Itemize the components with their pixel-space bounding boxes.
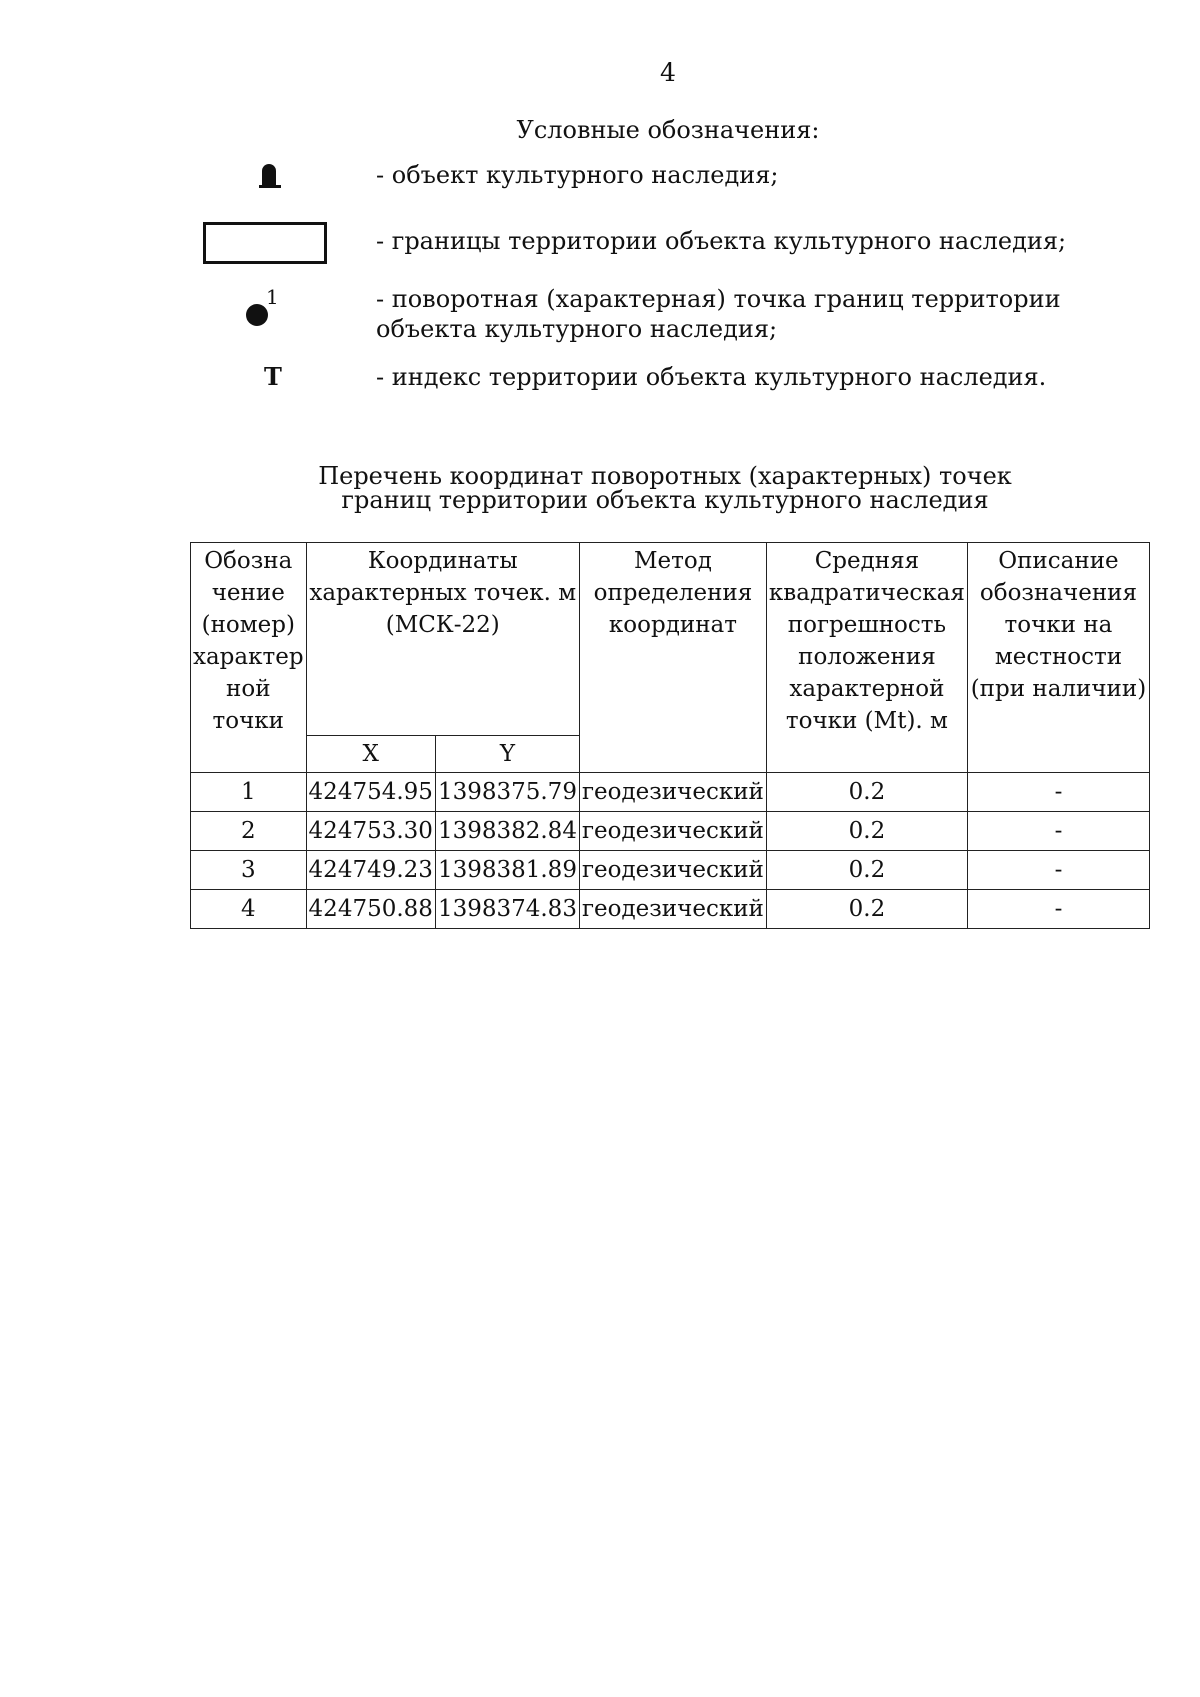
turning-point-label: 1 <box>266 285 279 309</box>
cell-num: 4 <box>191 890 307 929</box>
cell-x: 424750.88 <box>306 890 435 929</box>
header-description: Описание обозначения точки на местности (при наличии) <box>967 543 1149 773</box>
territory-border-icon <box>203 222 327 264</box>
cultural-heritage-object-icon <box>262 164 276 186</box>
table-title <box>0 464 1200 512</box>
cell-num: 1 <box>191 773 307 812</box>
legend-item-text: - границы территории объекта культурного наследия; <box>376 227 1067 255</box>
table-title-line1: Перечень координат поворотных (характерных) точек <box>318 462 1012 490</box>
cell-x: 424749.23 <box>306 851 435 890</box>
header-y: Y <box>435 736 579 773</box>
page-number: 4 <box>660 58 676 87</box>
cell-x: 424753.30 <box>306 812 435 851</box>
cell-x: 424754.95 <box>306 773 435 812</box>
cell-y: 1398382.84 <box>435 812 579 851</box>
header-coordinates: Координаты характерных точек. м (МСК-22) <box>306 543 579 736</box>
cell-error: 0.2 <box>766 851 967 890</box>
table-row <box>191 890 1150 929</box>
cell-y: 1398375.79 <box>435 773 579 812</box>
table-row <box>191 851 1150 890</box>
cell-method: геодезический <box>579 890 766 929</box>
cell-desc: - <box>967 851 1149 890</box>
cell-desc: - <box>967 773 1149 812</box>
cell-method: геодезический <box>579 773 766 812</box>
cell-method: геодезический <box>579 851 766 890</box>
header-mean-error: Средняя квадратическая погрешность положения характерной точки (Mt). м <box>766 543 967 773</box>
cell-num: 3 <box>191 851 307 890</box>
table-row <box>191 773 1150 812</box>
header-method: Метод определения координат <box>579 543 766 773</box>
legend-item-text: - индекс территории объекта культурного наследия. <box>376 363 1047 391</box>
cell-desc: - <box>967 890 1149 929</box>
territory-index-icon: Т <box>264 362 282 391</box>
legend-item-text: - объект культурного наследия; <box>376 161 779 189</box>
coordinates-table <box>190 542 1150 929</box>
cell-error: 0.2 <box>766 890 967 929</box>
header-x: X <box>306 736 435 773</box>
cell-error: 0.2 <box>766 773 967 812</box>
cell-error: 0.2 <box>766 812 967 851</box>
cell-desc: - <box>967 812 1149 851</box>
header-point-number: Обозна чение (номер) характер ной точки <box>191 543 307 773</box>
cell-y: 1398374.83 <box>435 890 579 929</box>
table-row <box>191 812 1150 851</box>
legend-item-text: - поворотная (характерная) точка границ территории объекта культурного наследия; <box>376 285 1061 343</box>
table-title-line2: границ территории объекта культурного наследия <box>341 486 989 514</box>
cell-method: геодезический <box>579 812 766 851</box>
turning-point-icon <box>246 304 268 326</box>
legend-title: Условные обозначения: <box>516 116 820 144</box>
cell-y: 1398381.89 <box>435 851 579 890</box>
cell-num: 2 <box>191 812 307 851</box>
